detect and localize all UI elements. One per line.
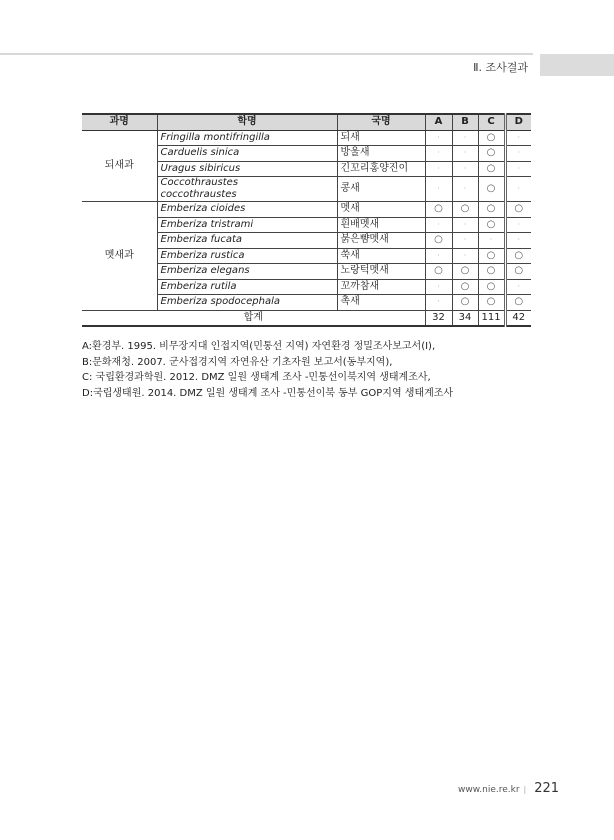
korean-name: 쑥새 — [337, 248, 425, 264]
col-scientific: 학명 — [157, 114, 337, 130]
total-label: 합계 — [82, 310, 425, 326]
header-rule — [0, 53, 533, 55]
scientific-name: Carduelis sinica — [157, 146, 337, 162]
record-mark-c: ○ — [478, 279, 505, 295]
korean-name: 꼬까참새 — [337, 279, 425, 295]
record-mark-a: · — [425, 177, 452, 202]
col-b: B — [452, 114, 478, 130]
record-mark-d: · — [505, 279, 531, 295]
note-c: C: 국립환경과학원. 2012. DMZ 일원 생태계 조사 -민통선이북지역 생태계조사, — [82, 372, 431, 383]
total-d: 42 — [505, 310, 531, 326]
record-mark-b: ○ — [452, 295, 478, 311]
record-mark-a: · — [425, 161, 452, 177]
table-row — [82, 130, 531, 146]
scientific-name: Emberiza rustica — [157, 248, 337, 264]
korean-name: 멧새 — [337, 202, 425, 218]
record-mark-c: ○ — [478, 248, 505, 264]
record-mark-d: · — [505, 177, 531, 202]
scientific-name: Fringilla montifringilla — [157, 130, 337, 146]
korean-name: 콩새 — [337, 177, 425, 202]
page-number: 221 — [534, 781, 560, 796]
total-a: 32 — [425, 310, 452, 326]
record-mark-d: · — [505, 161, 531, 177]
record-mark-d: ○ — [505, 248, 531, 264]
record-mark-b: · — [452, 177, 478, 202]
scientific-name: Emberiza fucata — [157, 233, 337, 249]
record-mark-a: ○ — [425, 233, 452, 249]
separator: | — [523, 785, 527, 794]
record-mark-d: · — [505, 217, 531, 233]
note-d: D:국립생태원. 2014. DMZ 일원 생태계 조사 -민통선이북 동부 GOP지역 생태계조사 — [82, 387, 454, 399]
korean-name: 되새 — [337, 130, 425, 146]
scientific-name: Uragus sibiricus — [157, 161, 337, 177]
record-mark-c: ○ — [478, 130, 505, 146]
record-mark-a: · — [425, 130, 452, 146]
record-mark-b: ○ — [452, 264, 478, 280]
record-mark-b: ○ — [452, 279, 478, 295]
col-a: A — [425, 114, 452, 130]
record-mark-b: ○ — [452, 202, 478, 218]
table-row — [82, 202, 531, 218]
korean-name: 방울새 — [337, 146, 425, 162]
record-mark-b: · — [452, 161, 478, 177]
record-mark-c: ○ — [478, 264, 505, 280]
total-c: 111 — [478, 310, 505, 326]
record-mark-c: ○ — [478, 217, 505, 233]
site-url: www.nie.re.kr — [458, 785, 520, 795]
korean-name: 촉새 — [337, 295, 425, 311]
korean-name: 흰배멧새 — [337, 217, 425, 233]
scientific-name: Emberiza tristrami — [157, 217, 337, 233]
record-mark-a: · — [425, 217, 452, 233]
record-mark-a: ○ — [425, 202, 452, 218]
record-mark-d: ○ — [505, 295, 531, 311]
record-mark-c: ○ — [478, 146, 505, 162]
note-a: A:환경부. 1995. 비무장지대 인접지역(민통선 지역) 자연환경 정밀조사보고서(Ⅰ), — [82, 341, 436, 352]
family-cell: 멧새과 — [82, 202, 157, 311]
header-tab-block — [540, 54, 614, 76]
scientific-name: Emberiza cioides — [157, 202, 337, 218]
col-korean: 국명 — [337, 114, 425, 130]
record-mark-a: ○ — [425, 264, 452, 280]
korean-name: 붉은뺨멧새 — [337, 233, 425, 249]
korean-name: 긴꼬리홍양진이 — [337, 161, 425, 177]
scientific-name: Emberiza rutila — [157, 279, 337, 295]
record-mark-a: · — [425, 146, 452, 162]
record-mark-c: ○ — [478, 177, 505, 202]
record-mark-d: · — [505, 130, 531, 146]
record-mark-d: ○ — [505, 202, 531, 218]
total-b: 34 — [452, 310, 478, 326]
record-mark-a: · — [425, 248, 452, 264]
record-mark-b: · — [452, 146, 478, 162]
source-notes — [82, 339, 453, 401]
page-footer — [458, 781, 559, 796]
scientific-name: Emberiza spodocephala — [157, 295, 337, 311]
scientific-name: Emberiza elegans — [157, 264, 337, 280]
record-mark-b: · — [452, 248, 478, 264]
scientific-name: Coccothraustes coccothraustes — [157, 177, 337, 202]
record-mark-d: · — [505, 146, 531, 162]
col-c: C — [478, 114, 505, 130]
table-header-row — [82, 114, 531, 130]
species-table — [82, 113, 531, 327]
record-mark-c: ○ — [478, 295, 505, 311]
record-mark-b: · — [452, 233, 478, 249]
note-b: B:문화재청. 2007. 군사접경지역 자연유산 기초자원 보고서(동부지역), — [82, 356, 393, 368]
record-mark-b: · — [452, 217, 478, 233]
record-mark-d: · — [505, 233, 531, 249]
col-family: 과명 — [82, 114, 157, 130]
record-mark-c: · — [478, 233, 505, 249]
total-row — [82, 310, 531, 326]
korean-name: 노랑턱멧새 — [337, 264, 425, 280]
record-mark-d: ○ — [505, 264, 531, 280]
record-mark-c: ○ — [478, 202, 505, 218]
record-mark-c: ○ — [478, 161, 505, 177]
col-d: D — [505, 114, 531, 130]
family-cell: 되새과 — [82, 130, 157, 202]
record-mark-a: · — [425, 279, 452, 295]
record-mark-b: · — [452, 130, 478, 146]
section-title: Ⅱ. 조사결과 — [473, 61, 528, 74]
record-mark-a: · — [425, 295, 452, 311]
